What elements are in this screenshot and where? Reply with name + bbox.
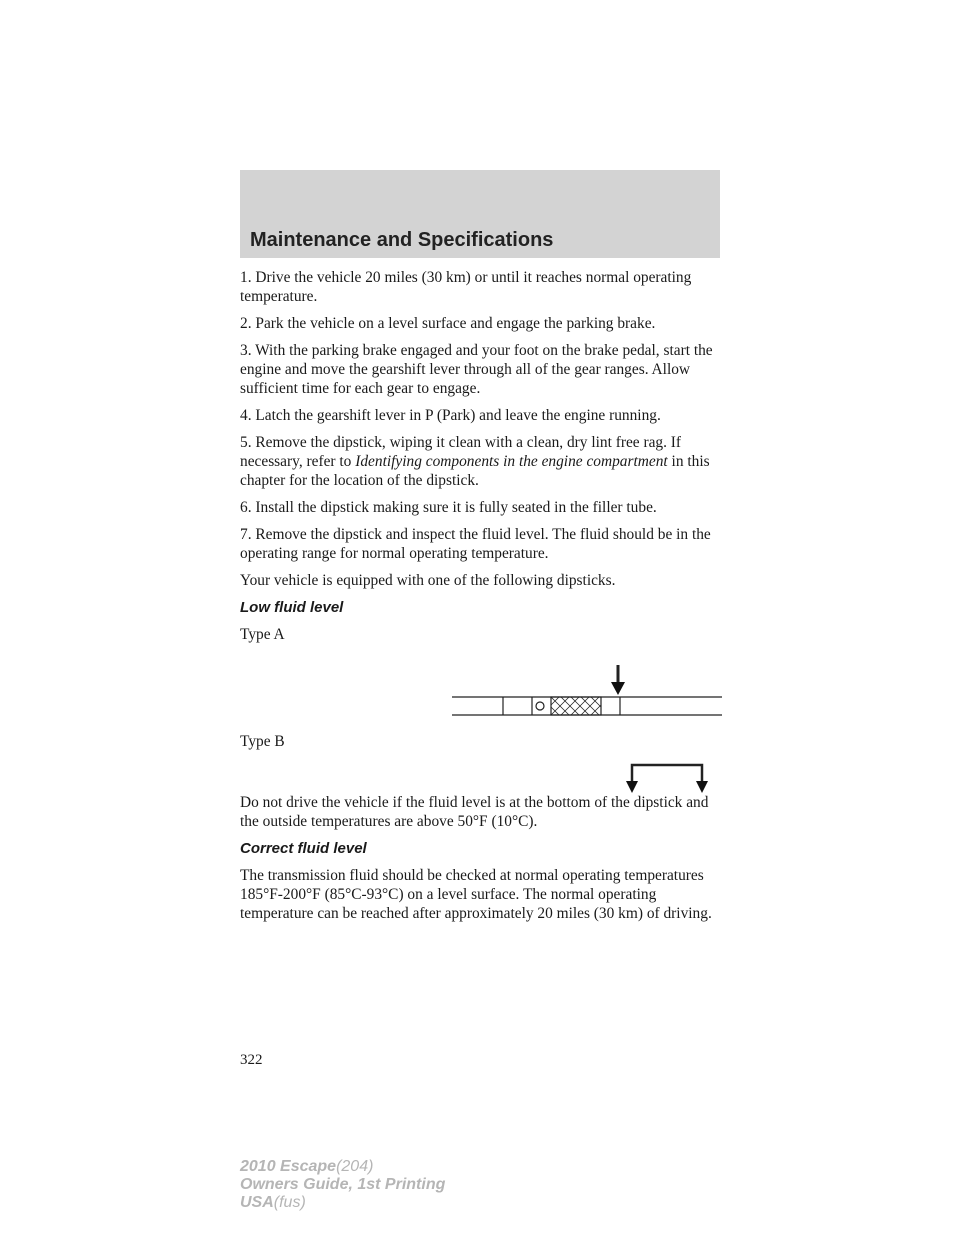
engine-compartment-reference: Identifying components in the engine compartment [355,453,668,470]
step-7: 7. Remove the dipstick and inspect the fluid level. The fluid should be in the operating range for normal operating temperature. [240,526,711,562]
footer-model-code: (204) [336,1158,374,1175]
print-footer [240,1158,445,1212]
step-1: 1. Drive the vehicle 20 miles (30 km) or until it reaches normal operating temperature. [240,269,692,305]
footer-region-code: (fus) [273,1194,306,1211]
footer-model: 2010 Escape [240,1158,337,1175]
step-5 [240,433,722,490]
step-2: 2. Park the vehicle on a level surface and engage the parking brake. [240,315,656,332]
dipstick-type-b-illustration [240,759,722,793]
dipstick-intro: Your vehicle is equipped with one of the following dipsticks. [240,572,616,589]
section-title: Maintenance and Specifications [250,229,554,251]
step-3: 3. With the parking brake engaged and your foot on the brake pedal, start the engine and move the gearshift lever through all of the gear ranges. Allow sufficient time for each gear to engage. [240,342,713,397]
step-4: 4. Latch the gearshift lever in P (Park) and leave the engine running. [240,407,661,424]
dipstick-a-body [452,697,722,715]
section-header-band [240,170,720,258]
footer-region: USA [240,1194,274,1211]
step-5-text-before: 5. Remove the dipstick, wiping it clean with a clean, dry lint free rag. If necessary, refer to [240,434,682,470]
step-5-text-after: in this chapter for the location of the dipstick. [240,453,710,489]
footer-region-line [240,1194,445,1212]
low-fluid-heading: Low fluid level [240,599,344,616]
dipstick-type-a-illustration [240,652,722,732]
type-b-label: Type B [240,733,285,750]
page-number: 322 [240,1052,263,1068]
low-fluid-warning: Do not drive the vehicle if the fluid level is at the bottom of the dipstick and the outside temperatures are above 50°F (10°C). [240,794,709,830]
footer-model-line [240,1158,445,1176]
correct-fluid-heading: Correct fluid level [240,840,367,857]
step-6: 6. Install the dipstick making sure it is fully seated in the filler tube. [240,499,657,516]
correct-fluid-text: The transmission fluid should be checked at normal operating temperatures 185°F-200°F (85°C-93°C) on a level surface. The normal operating temperature can be reached after approximately 20 miles (30 km) of driving. [240,867,712,922]
footer-guide: Owners Guide, 1st Printing [240,1176,446,1193]
body-text [240,268,722,931]
type-a-label: Type A [240,626,285,643]
